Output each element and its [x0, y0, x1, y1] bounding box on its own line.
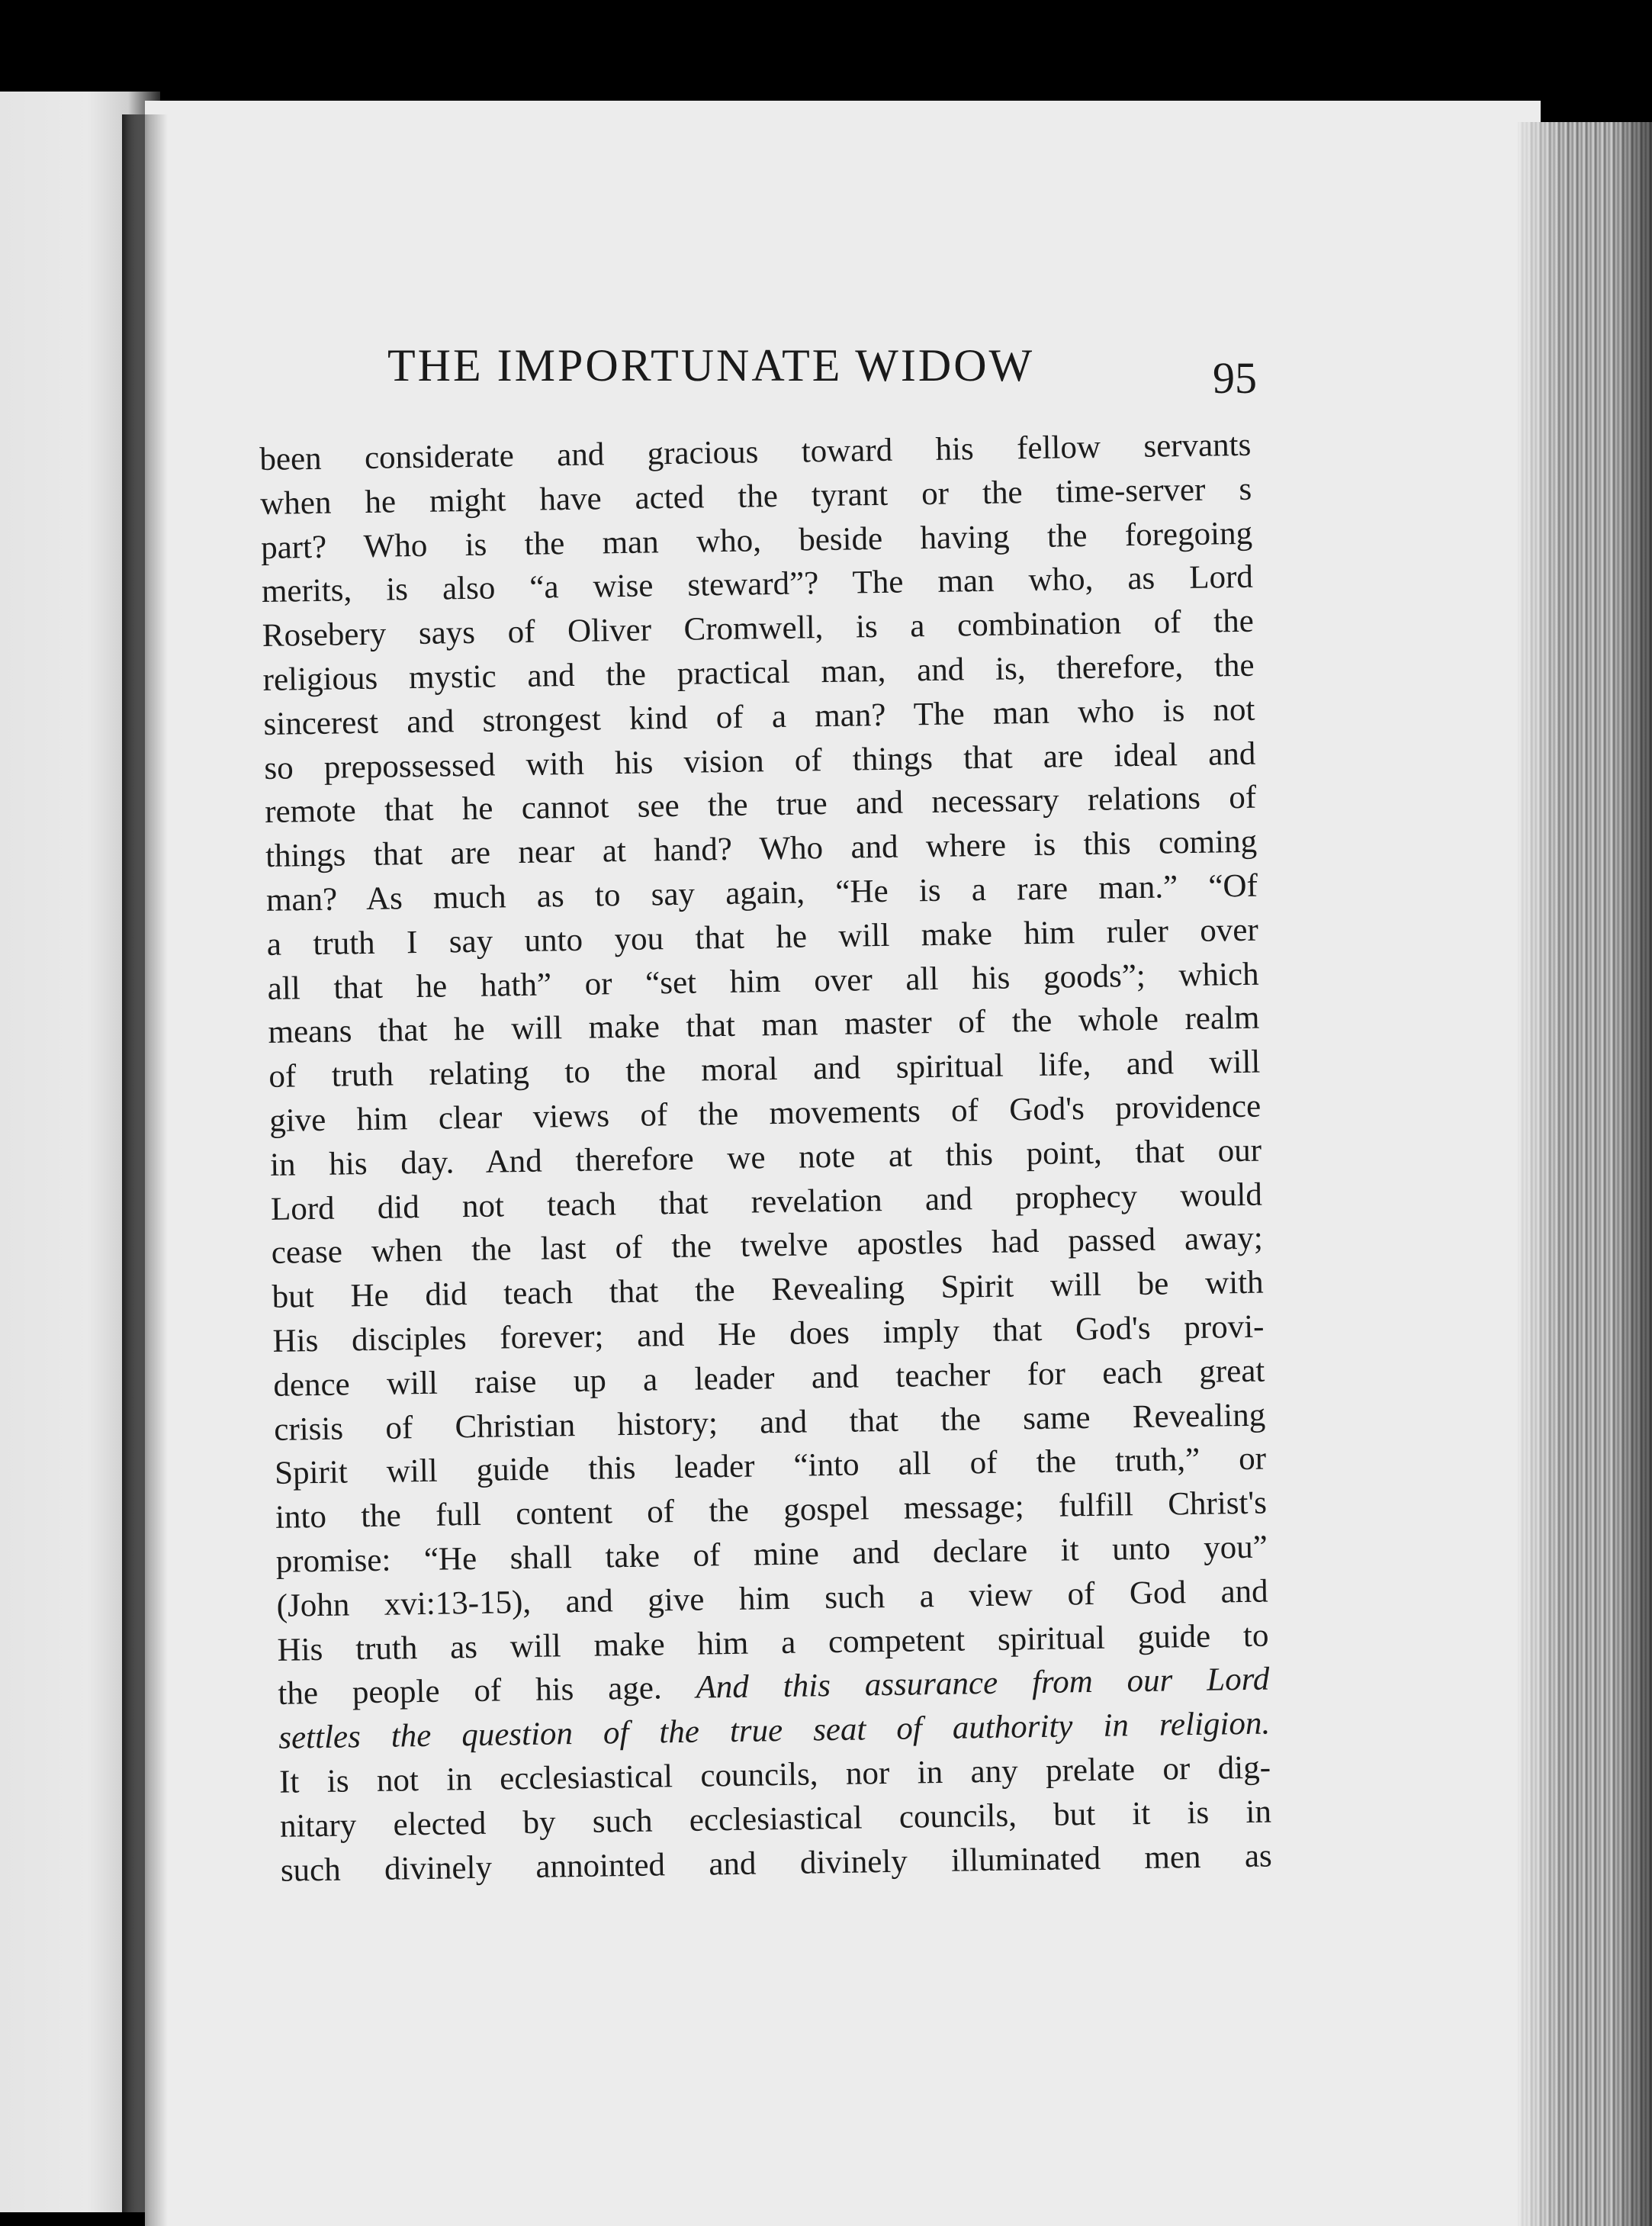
text-line: remote that he cannot see the true and necessary relations of [264, 780, 1257, 831]
text-line: such divinely annointed and divinely illuminated men as [280, 1838, 1273, 1889]
text-line: when he might have acted the tyrant or the time-server s [259, 471, 1252, 522]
italic-text: settles the question of the true seat of authority in religion. [278, 1705, 1271, 1756]
text-line: merits, is also “a wise steward”? The man who, as Lord [261, 559, 1254, 610]
text-line: but He did teach that the Revealing Spirit will be with [272, 1264, 1264, 1316]
text-line: things that are near at hand? Who and where is this coming [265, 823, 1258, 875]
running-title: THE IMPORTUNATE WIDOW [387, 340, 1035, 391]
text-line: a truth I say unto you that he will make him ruler over [266, 912, 1259, 963]
text-line: so prepossessed with his vision of things that are ideal and [264, 735, 1256, 786]
text-line: the people of his age. And this assurance from our Lord [278, 1661, 1270, 1713]
text-line: man? As much as to say again, “He is a rare man.” “Of [265, 867, 1258, 918]
italic-text: And this assurance from our Lord [696, 1661, 1270, 1706]
text-line: of truth relating to the moral and spiritual life, and will [268, 1044, 1261, 1095]
body-text [259, 423, 1272, 1893]
page-block-shade [1518, 122, 1652, 2226]
text-line: religious mystic and the practical man, and is, therefore, the [262, 647, 1255, 698]
text-line: promise: “He shall take of mine and declare it unto you” [275, 1529, 1268, 1580]
text-line: (John xvi:13-15), and give him such a view of God and [276, 1573, 1268, 1624]
text-line: cease when the last of the twelve apostles had passed away; [271, 1220, 1264, 1272]
text-line: Rosebery says of Oliver Cromwell, is a combination of the [262, 603, 1255, 655]
text-line: It is not in ecclesiastical councils, nor in any prelate or dig- [278, 1749, 1271, 1800]
text-line: sincerest and strongest kind of a man? The man who is not [263, 691, 1255, 742]
text-line: into the full content of the gospel message; fulfill Christ's [275, 1485, 1268, 1536]
text-line: His truth as will make him a competent spiritual guide to [277, 1617, 1269, 1668]
text-line: crisis of Christian history; and that the same Revealing [273, 1397, 1266, 1448]
binding-gutter [122, 114, 168, 2226]
text-line: Lord did not teach that revelation and prophecy would [270, 1176, 1263, 1227]
text-line: dence will raise up a leader and teacher for each great [273, 1353, 1265, 1404]
text-line: Spirit will guide this leader “into all of the truth,” or [274, 1440, 1267, 1492]
page-number: 95 [1213, 353, 1257, 403]
text-line: part? Who is the man who, beside having the foregoing [260, 515, 1253, 566]
text-line: been considerate and gracious toward his fellow servants [259, 426, 1252, 478]
text-line: means that he will make that man master of the whole realm [268, 999, 1260, 1051]
text-line: nitary elected by such ecclesiastical councils, but it is in [279, 1793, 1272, 1845]
text-line: His disciples forever; and He does imply that God's provi- [272, 1308, 1265, 1359]
text-line: give him clear views of the movements of God's providence [268, 1088, 1261, 1139]
text-line: all that he hath” or “set him over all his goods”; which [267, 956, 1259, 1007]
text-line: in his day. And therefore we note at this point, that our [269, 1132, 1262, 1183]
